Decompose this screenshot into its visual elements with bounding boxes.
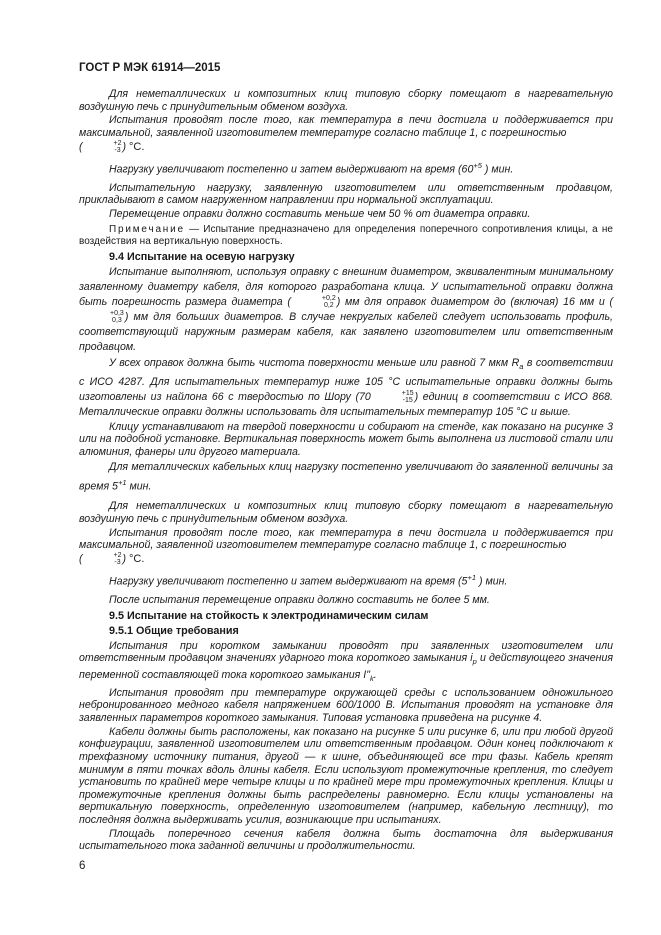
paragraph: Кабели должны быть расположены, как показано на рисунке 5 или рисунке 6, или при любой другой конфигурации, заявленной изготовителем или ответственным продавцом. Один конец подключают к трехфазному источнику питания, другой — к шине, объединяющей все три фазы. Кабель крепят минимум в пяти точках вдоль длины кабеля. Если используют промежуточные крепления, то следует установить по крайней мере четыре клицы и по крайней мере три промежуточных крепления. Клицы и промежуточные крепления должны быть распределены равномерно. Если клицы установлены на вертикальную поверхность, определенную изготовителем (например, кабельную лестницу), то последняя должна выдерживать усилия, возникающие при испытаниях. [79,725,613,827]
paragraph: Испытательную нагрузку, заявленную изготовителем или ответственным продавцом, прикладывают в самом нагруженном направлении при нормальной эксплуатации. [79,181,613,207]
tolerance: +0,2 0,2 [321,295,336,310]
paragraph: Испытания при коротком замыкании проводят при заявленных изготовителем или ответственным продавцом значениях ударного тока короткого замыкания $i_p$ и действующего значения переменной составляющей тока короткого замыкания $I"_k$. [79,639,613,684]
paragraph: Перемещение оправки должно составить меньше чем 50 % от диаметра оправки. [109,208,531,221]
paragraph: Нагрузку увеличивают постепенно и затем выдерживают на время ($5^{+1}$ ) мин. [109,572,508,588]
paragraph: Нагрузку увеличивают постепенно и затем выдерживают на время ($60^{+5}$ ) мин. [109,160,514,176]
paragraph: У всех оправок должна быть чистота поверхности меньше или равной 7 мкм $R_a$ в соответствии с ИСО 4287. Для испытательных температур ниже 105 °C испытательные оправки должны быть изготовлены из найлона 66 с твердостью по Шору (70 +15 -15 ) единиц в соответствии с ИСО 868. Металлические оправки должны использовать для испытательных температур 105 °C и выше. [79,357,613,418]
section-heading-9-5-1: 9.5.1 Общие требования [109,625,239,638]
section-heading-9-4: 9.4 Испытание на осевую нагрузку [109,250,295,263]
paragraph: Площадь поперечного сечения кабеля должна быть достаточна для выдерживания испытательного тока заданной величины и продолжительности. [79,827,613,853]
paragraph: Испытания проводят после того, как температура в печи достигла и поддерживается при максимальной, заявленной изготовителем температуре согласно таблице 1, с погрешностью ( +2 -3 ) °C. [79,526,613,566]
paragraph: Испытания проводят после того, как температура в печи достигла и поддерживается при максимальной, заявленной изготовителем температуре согласно таблице 1, с погрешностью ( +2 -3 ) °C. [79,114,613,154]
paragraph: После испытания перемещение оправки должно составить не более 5 мм. [109,593,490,606]
page-number: 6 [79,860,86,872]
note: Примечание — Испытание предназначено для определения поперечного сопротивления клицы, а не воздействия на вертикальную поверхность. [79,223,613,247]
paragraph: Для неметаллических и композитных клиц типовую сборку помещают в нагревательную воздушную печь с принудительным обменом воздуха. [79,88,613,113]
document-header: ГОСТ Р МЭК 61914—2015 [79,62,221,74]
document-body [79,88,613,854]
paragraph: Для неметаллических и композитных клиц типовую сборку помещают в нагревательную воздушную печь с принудительным обменом воздуха. [79,500,613,525]
note-label: Примечание [109,223,185,235]
tolerance: +15 -15 [401,389,414,404]
paragraph: Испытания проводят при температуре окружающей среды с использованием одножильного небронированного медного кабеля напряжением 600/1000 В. Испытания проводят на установке для заявленных параметров короткого замыкания. Типовая установка приведена на рисунке 4. [79,686,613,725]
tolerance: +0,3 0,3 [110,310,124,325]
tolerance: +2 -3 [113,551,122,566]
section-heading-9-5: 9.5 Испытание на стойкость к электродинамическим силам [109,609,429,622]
tolerance: +2 -3 [113,139,122,154]
paragraph: Для металлических кабельных клиц нагрузку постепенно увеличивают до заявленной величины за время $5^{+1}$ мин. [79,460,613,493]
paragraph: Испытание выполняют, используя оправку с внешним диаметром, эквивалентным минимальному заявленному диаметру кабеля, для которого разработана клица. У испытательной оправки должна быть погрешность размера диаметра ( +0,2 0,2 ) мм для оправок диаметром до (включая) 16 мм и ( +0,3 0,3 ) мм для больших диаметров. В случае некруглых кабелей следует использовать профиль, соответствующий наружным размерам кабеля, как заявлено изготовителем или ответственным продавцом. [79,266,613,354]
paragraph: Клицу устанавливают на твердой поверхности и собирают на стенде, как показано на рисунке 3 или на подобной установке. Вертикальная поверхность может быть выполнена из листовой стали или алюминия, фанеры или другого материала. [79,420,613,458]
